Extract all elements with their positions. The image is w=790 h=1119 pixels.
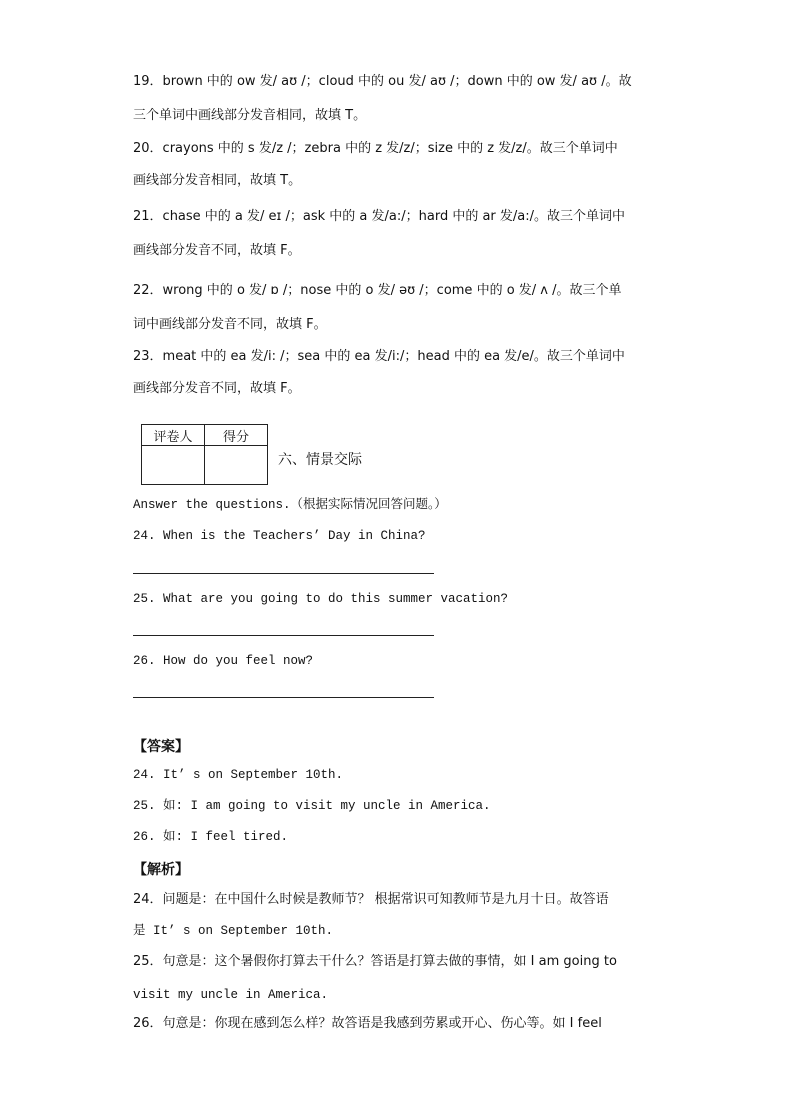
explanation-23-line-1: 23．meat 中的 ea 发/i: /；sea 中的 ea 发/i:/；head 中的 ea 发/e/。故三个单词中 xyxy=(133,349,625,364)
analysis-heading: 【解析】 xyxy=(133,862,189,878)
analysis-24-line-2: 是 It’ s on September 10th. xyxy=(133,924,334,938)
reviewer-header: 评卷人 xyxy=(142,425,205,446)
question-25: 25. What are you going to do this summer vacation? xyxy=(133,592,509,606)
score-cell[interactable] xyxy=(205,446,268,485)
answer-25: 25. 如: I am going to visit my uncle in America. xyxy=(133,799,491,813)
analysis-25-line-1: 25．句意是：这个暑假你打算去干什么？答语是打算去做的事情，如 I am going to xyxy=(133,954,617,969)
explanation-21-line-2: 画线部分发音不同，故填 F。 xyxy=(133,243,301,258)
answer-heading: 【答案】 xyxy=(133,739,189,755)
explanation-23-line-2: 画线部分发音不同，故填 F。 xyxy=(133,381,301,396)
instruction: Answer the questions.（根据实际情况回答问题。） xyxy=(133,498,447,512)
answer-line-24[interactable] xyxy=(133,573,434,574)
answer-24: 24. It’ s on September 10th. xyxy=(133,768,344,782)
answer-26: 26. 如: I feel tired. xyxy=(133,830,289,844)
section-title: 六、情景交际 xyxy=(278,452,362,468)
analysis-25-line-2: visit my uncle in America. xyxy=(133,988,329,1002)
explanation-20-line-1: 20．crayons 中的 s 发/z /；zebra 中的 z 发/z/；size 中的 z 发/z/。故三个单词中 xyxy=(133,141,618,156)
explanation-22-line-2: 词中画线部分发音不同，故填 F。 xyxy=(133,317,327,332)
explanation-19-line-2: 三个单词中画线部分发音相同，故填 T。 xyxy=(133,108,367,123)
analysis-24-line-1: 24．问题是：在中国什么时候是教师节？ 根据常识可知教师节是九月十日。故答语 xyxy=(133,892,609,907)
explanation-22-line-1: 22．wrong 中的 o 发/ ɒ /；nose 中的 o 发/ əʊ /；come 中的 o 发/ ʌ /。故三个单 xyxy=(133,283,622,298)
answer-line-25[interactable] xyxy=(133,635,434,636)
reviewer-cell[interactable] xyxy=(142,446,205,485)
answer-line-26[interactable] xyxy=(133,697,434,698)
explanation-20-line-2: 画线部分发音相同，故填 T。 xyxy=(133,173,302,188)
analysis-26-line-1: 26．句意是：你现在感到怎么样？故答语是我感到劳累或开心、伤心等。如 I feel xyxy=(133,1016,602,1031)
explanation-21-line-1: 21．chase 中的 a 发/ eɪ /；ask 中的 a 发/a:/；hard 中的 ar 发/a:/。故三个单词中 xyxy=(133,209,626,224)
question-26: 26. How do you feel now? xyxy=(133,654,314,668)
explanation-19-line-1: 19．brown 中的 ow 发/ aʊ /；cloud 中的 ou 发/ aʊ /；down 中的 ow 发/ aʊ /。故 xyxy=(133,74,632,89)
score-header: 得分 xyxy=(205,425,268,446)
question-24: 24. When is the Teachers’ Day in China? xyxy=(133,529,426,543)
score-table xyxy=(141,424,268,485)
